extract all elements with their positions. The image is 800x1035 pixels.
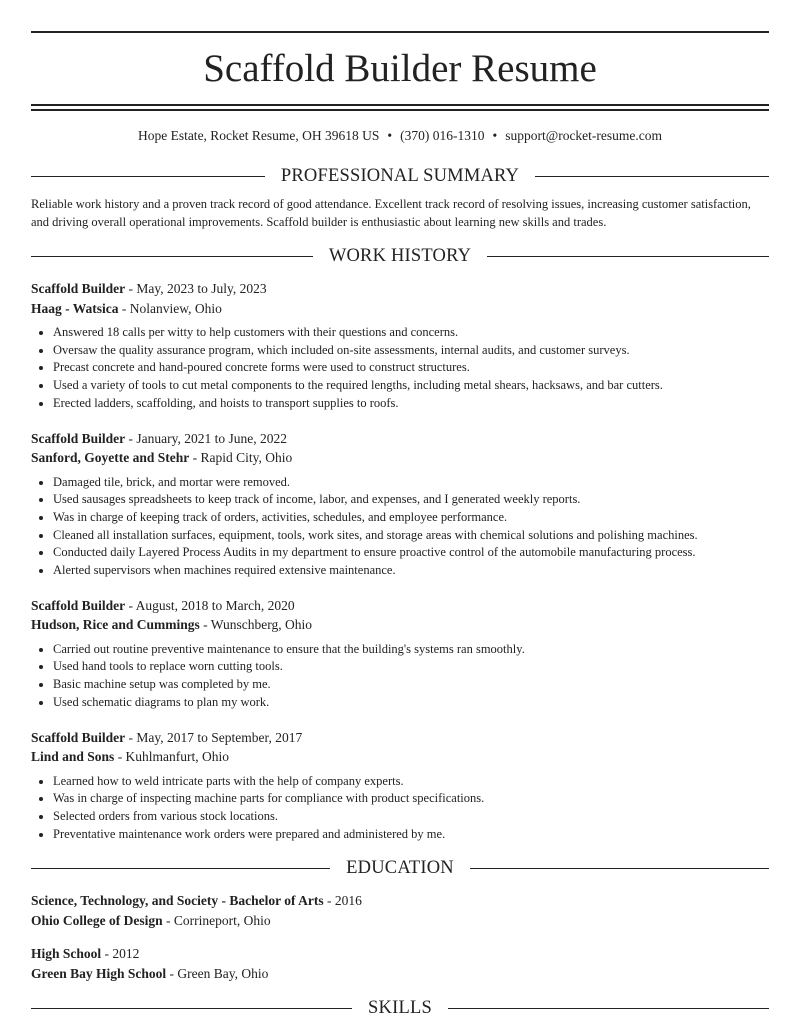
heading-rule-left <box>31 868 330 869</box>
job-location: - Rapid City, Ohio <box>189 450 293 466</box>
heading-rule-left <box>31 256 313 257</box>
heading-rule-left <box>31 1008 352 1009</box>
job-company: Haag - Watsica <box>31 300 119 316</box>
job-company: Hudson, Rice and Cummings <box>31 617 200 633</box>
skills-heading-text: SKILLS <box>368 998 432 1019</box>
education-location: - Corrineport, Ohio <box>162 912 271 928</box>
separator-dot: • <box>492 128 498 143</box>
job-location: - Kuhlmanfurt, Ohio <box>114 749 230 765</box>
job-duty-item: • Cleaned all installation surfaces, equipment, tools, work sites, and storage areas with chemical solutions and polishing machines. <box>53 527 769 545</box>
job-title-line <box>31 728 769 748</box>
job-duties-list <box>31 474 769 580</box>
job-company-line <box>31 448 769 468</box>
job-company-line <box>31 299 769 319</box>
education-degree-line <box>31 891 769 911</box>
education-entry <box>31 891 769 930</box>
job-duty-item: • Basic machine setup was completed by me. <box>53 676 769 694</box>
title-double-rule <box>31 104 769 111</box>
job-location: - Wunschberg, Ohio <box>199 617 312 633</box>
contact-email: support@rocket-resume.com <box>505 128 663 143</box>
job-dates: - May, 2017 to September, 2017 <box>125 729 303 745</box>
job-duty-item: • Used sausages spreadsheets to keep track of income, labor, and expenses, and I generated weekly reports. <box>53 491 769 509</box>
job-entry <box>31 279 769 413</box>
job-title: Scaffold Builder <box>31 729 126 745</box>
education-school-line <box>31 911 769 931</box>
job-duty-item: • Was in charge of keeping track of orders, activities, schedules, and employee performance. <box>53 509 769 527</box>
job-title: Scaffold Builder <box>31 281 126 296</box>
job-duty-item: • Carried out routine preventive maintenance to ensure that the building's systems ran smoothly. <box>53 641 769 659</box>
job-duty-item: • Conducted daily Layered Process Audits in my department to ensure proactive control of the automobile manufacturing process. <box>53 544 769 562</box>
job-entry <box>31 728 769 844</box>
heading-rule-right <box>448 1008 769 1009</box>
job-duty-item: • Used hand tools to replace worn cutting tools. <box>53 658 769 676</box>
job-duties-list <box>31 773 769 844</box>
job-duty-item: • Used schematic diagrams to plan my work. <box>53 694 769 712</box>
contact-address: Hope Estate, Rocket Resume, OH 39618 US <box>137 128 380 143</box>
job-duty-item: • Precast concrete and hand-poured concrete forms were used to construct structures. <box>53 359 769 377</box>
education-section-heading <box>31 857 769 879</box>
separator-dot: • <box>387 128 393 143</box>
education-entry <box>31 944 769 983</box>
job-location: - Nolanview, Ohio <box>118 300 222 316</box>
job-title-line <box>31 596 769 616</box>
education-school-line <box>31 964 769 984</box>
education-year: - 2012 <box>101 946 140 962</box>
education-list <box>31 891 769 983</box>
job-duty-item: • Selected orders from various stock locations. <box>53 808 769 826</box>
summary-text: Reliable work history and a proven track record of good attendance. Excellent track record of resolving issues, increasing customer satisfaction, and driving overall operational improvements. Scaffold builder is enthusiastic about learning new skills and trades. <box>31 197 751 229</box>
job-company: Sanford, Goyette and Stehr <box>31 450 190 466</box>
resume-title: Scaffold Builder Resume <box>203 47 597 90</box>
work-history-list <box>31 279 769 843</box>
job-duty-item: • Damaged tile, brick, and mortar were removed. <box>53 474 769 492</box>
job-duties-list <box>31 324 769 413</box>
education-heading-text: EDUCATION <box>346 858 454 879</box>
heading-rule-right <box>487 256 769 257</box>
education-degree: Science, Technology, and Society - Bachelor of Arts <box>31 893 324 909</box>
job-duty-item: • Answered 18 calls per witty to help customers with their questions and concerns. <box>53 324 769 342</box>
heading-rule-right <box>535 176 769 177</box>
education-school: Ohio College of Design <box>31 912 163 928</box>
job-duties-list <box>31 641 769 712</box>
job-entry <box>31 596 769 712</box>
contact-phone: (370) 016-1310 <box>400 128 485 143</box>
job-duty-item: • Oversaw the quality assurance program, which included on-site assessments, internal audits, and customer surveys. <box>53 342 769 360</box>
job-title-line <box>31 429 769 449</box>
job-duty-item: • Alerted supervisors when machines required extensive maintenance. <box>53 562 769 580</box>
job-company: Lind and Sons <box>31 749 115 765</box>
contact-line <box>31 127 769 145</box>
work-section-heading <box>31 245 769 267</box>
job-company-line <box>31 615 769 635</box>
job-company-line <box>31 747 769 767</box>
education-degree: High School <box>31 946 102 962</box>
job-dates: - May, 2023 to July, 2023 <box>125 281 267 296</box>
job-duty-item: • Preventative maintenance work orders were prepared and administered by me. <box>53 826 769 844</box>
job-duty-item: • Erected ladders, scaffolding, and hoists to transport supplies to roofs. <box>53 395 769 413</box>
summary-heading-text: PROFESSIONAL SUMMARY <box>280 166 520 186</box>
education-school: Green Bay High School <box>31 965 167 981</box>
job-dates: - January, 2021 to June, 2022 <box>125 430 287 446</box>
job-entry <box>31 429 769 580</box>
heading-rule-right <box>470 868 769 869</box>
work-heading-text: WORK HISTORY <box>328 246 472 266</box>
job-dates: - August, 2018 to March, 2020 <box>125 597 295 613</box>
heading-rule-left <box>31 176 265 177</box>
job-title: Scaffold Builder <box>31 430 126 446</box>
job-duty-item: • Learned how to weld intricate parts with the help of company experts. <box>53 773 769 791</box>
job-title: Scaffold Builder <box>31 597 126 613</box>
summary-section-heading <box>31 165 769 187</box>
skills-section-heading <box>31 997 769 1019</box>
education-year: - 2016 <box>323 893 362 909</box>
resume-page <box>31 0 769 1019</box>
education-location: - Green Bay, Ohio <box>166 965 269 981</box>
education-degree-line <box>31 944 769 964</box>
job-title-line <box>31 279 769 299</box>
job-duty-item: • Was in charge of inspecting machine parts for compliance with product specifications. <box>53 790 769 808</box>
job-duty-item: • Used a variety of tools to cut metal components to the required lengths, including metal shears, hacksaws, and bar cutters. <box>53 377 769 395</box>
